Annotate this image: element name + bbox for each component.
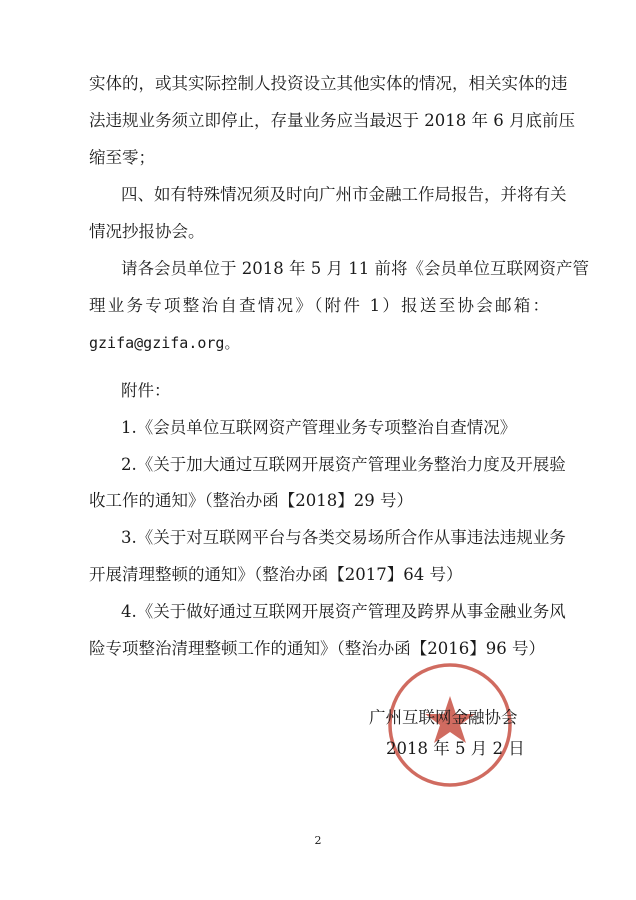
- signature-date: 2018 年 5 月 2 日: [386, 739, 525, 758]
- attachment-item: 4.《关于做好通过互联网开展资产管理及跨界从事金融业务风: [121, 602, 566, 621]
- paragraph-line: 情况抄报协会。: [89, 222, 205, 241]
- attachment-item-cont: 开展清理整顿的通知》（整治办函【2017】64 号）: [89, 565, 463, 584]
- paragraph-line: 法违规业务须立即停止，存量业务应当最迟于 2018 年 6 月底前压: [89, 111, 575, 130]
- signature-organization: 广州互联网金融协会: [369, 708, 518, 727]
- attachment-item-cont: 收工作的通知》（整治办函【2018】29 号）: [89, 491, 413, 510]
- attachment-item: 3.《关于对互联网平台与各类交易场所合作从事违法违规业务: [121, 528, 566, 547]
- attachment-item-cont: 险专项整治清理整顿工作的通知》（整治办函【2016】96 号）: [89, 639, 545, 658]
- attachments-heading: 附件：: [121, 381, 171, 400]
- paragraph-line: 缩至零；: [89, 148, 155, 167]
- email-address: gzifa@gzifa.org。: [89, 334, 240, 352]
- paragraph-line: 四、如有特殊情况须及时向广州市金融工作局报告，并将有关: [121, 185, 567, 204]
- attachment-item: 1.《会员单位互联网资产管理业务专项整治自查情况》: [121, 418, 517, 437]
- paragraph-line: 实体的，或其实际控制人投资设立其他实体的情况，相关实体的违: [89, 74, 568, 93]
- page-number: 2: [314, 834, 322, 847]
- paragraph-line: 理业务专项整治自查情况》（附件 1）报送至协会邮箱：: [89, 296, 549, 315]
- paragraph-line: 请各会员单位于 2018 年 5 月 11 前将《会员单位互联网资产管: [121, 259, 589, 278]
- attachment-item: 2.《关于加大通过互联网开展资产管理业务整治力度及开展验: [121, 455, 566, 474]
